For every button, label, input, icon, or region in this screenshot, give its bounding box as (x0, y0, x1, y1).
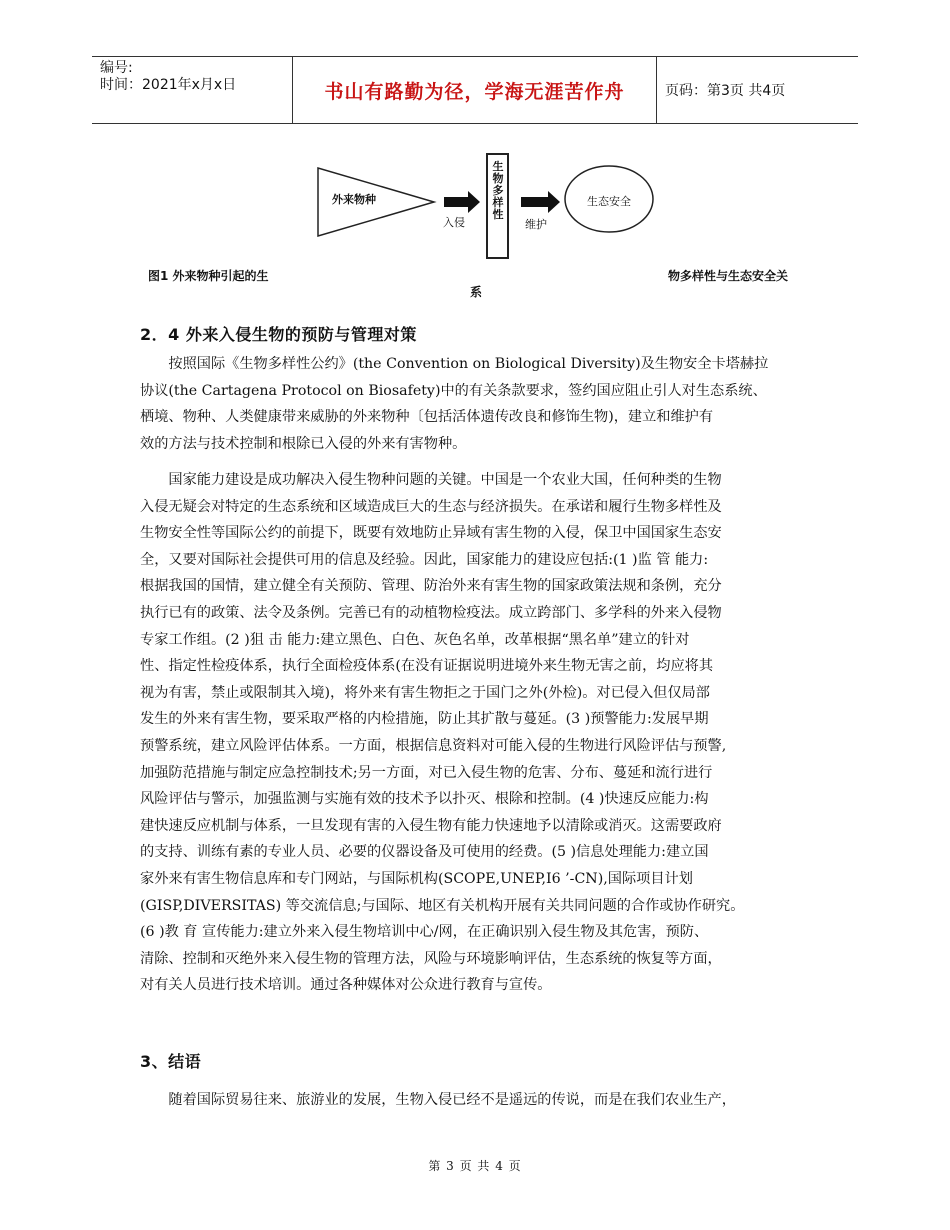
biodiversity-char: 性 (492, 208, 504, 221)
text-line: 全，又要对国际社会提供可用的信息及经验。因此，国家能力的建设应包括:(1 )监 管 能力: (140, 551, 709, 568)
section-2-4-paragraph-2 (140, 467, 810, 999)
text-line: (GISP,DIVERSITAS) 等交流信息;与国际、地区有关机构开展有关共同问题的合作或协作研究。 (140, 897, 745, 914)
text-line: 性、指定性检疫体系，执行全面检疫体系(在没有证据说明进境外来生物无害之前，均应将其 (140, 658, 714, 675)
maintain-arrow (521, 191, 560, 213)
figure-caption-part3: 系 (470, 285, 483, 299)
figure-invade-label: 入侵 (443, 216, 465, 229)
text-line: 专家工作组。(2 )狙 击 能力:建立黑色、白色、灰色名单，改革根据“黑名单”建立的针对 (140, 631, 690, 648)
text-line: 发生的外来有害生物，要采取严格的内检措施，防止其扩散与蔓延。(3 )预警能力:发展早期 (140, 711, 709, 728)
page-footer: 第 3 页 共 4 页 (428, 1159, 522, 1173)
text-line: 家外来有害生物信息库和专门网站，与国际机构(SCOPE,UNEP,I6 ’-CN),国际项目计划 (140, 870, 693, 887)
biodiversity-char: 生 (492, 160, 504, 173)
text-line: 入侵无疑会对特定的生态系统和区域造成巨大的生态与经济损失。在承诺和履行生物多样性及 (140, 498, 722, 515)
figure-1-diagram (312, 148, 657, 268)
biodiversity-char: 多 (492, 184, 504, 197)
figure-biodiversity-label (492, 161, 504, 221)
text-line: 协议(the Cartagena Protocol on Biosafety)中的有关条款要求，签约国应阻止引人对生态系统、 (140, 382, 767, 399)
text-line: 按照国际《生物多样性公约》(the Convention on Biological Diversity)及生物安全卡塔赫拉 (140, 356, 769, 372)
header-left-cell (92, 57, 292, 123)
text-line: 执行已有的政策、法令及条例。完善已有的动植物检疫法。成立跨部门、多学科的外来入侵物 (140, 604, 722, 621)
text-line: 国家能力建设是成功解决入侵生物种问题的关键。中国是一个农业大国，任何种类的生物 (140, 472, 722, 488)
section-2-4-paragraph-1 (140, 351, 810, 457)
text-line: 根据我国的国情，建立健全有关预防、管理、防治外来有害生物的国家政策法规和条例，充分 (140, 578, 722, 595)
text-line: 预警系统，建立风险评估体系。一方面，根据信息资料对可能入侵的生物进行风险评估与预警, (140, 737, 727, 754)
header-motto: 书山有路勤为径，学海无涯苦作舟 (292, 57, 657, 123)
biodiversity-char: 物 (492, 172, 504, 185)
text-line: 视为有害，禁止或限制其入境)，将外来有害生物拒之于国门之外(外检)。对已侵入但仅局部 (140, 684, 710, 701)
figure-caption-part2: 物多样性与生态安全关 (668, 269, 789, 283)
biodiversity-char: 样 (492, 196, 504, 209)
figure-species-label: 外来物种 (332, 193, 376, 206)
text-line: 随着国际贸易往来、旅游业的发展，生物入侵已经不是遥远的传说，而是在我们农业生产， (140, 1092, 736, 1108)
document-time-label: 时间：2021年x月x日 (100, 77, 237, 93)
section-2-4-title: 2．4 外来入侵生物的预防与管理对策 (140, 325, 417, 344)
figure-maintain-label: 维护 (525, 218, 547, 231)
text-line: 的支持、训练有素的专业人员、必要的仪器设备及可使用的经费。(5 )信息处理能力:建立国 (140, 844, 709, 861)
page-header (92, 56, 858, 124)
text-line: (6 )教 育 宣传能力:建立外来入侵生物培训中心/网，在正确识别入侵生物及其危害，预防、 (140, 924, 709, 941)
text-line: 清除、控制和灭绝外来入侵生物的管理方法，风险与环境影响评估，生态系统的恢复等方面， (140, 950, 722, 967)
header-page-info: 页码：第3页 共4页 (665, 83, 786, 99)
section-3-paragraph (140, 1087, 810, 1114)
section-3-title: 3、结语 (140, 1052, 202, 1071)
text-line: 风险评估与警示，加强监测与实施有效的技术予以扑灭、根除和控制。(4 )快速反应能力:构 (140, 791, 709, 808)
text-line: 对有关人员进行技术培训。通过各种媒体对公众进行教育与宣传。 (140, 977, 552, 994)
figure-caption-part1: 图1 外来物种引起的生 (148, 269, 269, 283)
text-line: 栖境、物种、人类健康带来威胁的外来物种〔包括活体遗传改良和修饰生物)，建立和维护有 (140, 409, 714, 426)
text-line: 生物安全性等国际公约的前提下，既要有效地防止异域有害生物的入侵，保卫中国国家生态安 (140, 525, 722, 542)
document-number-label: 编号: (100, 60, 133, 76)
text-line: 效的方法与技术控制和根除已入侵的外来有害物种。 (140, 435, 467, 452)
text-line: 加强防范措施与制定应急控制技术;另一方面，对已入侵生物的危害、分布、蔓延和流行进行 (140, 764, 713, 781)
invade-arrow (444, 191, 480, 213)
figure-eco-safety-label: 生态安全 (587, 195, 631, 208)
text-line: 建快速反应机制与体系，一旦发现有害的入侵生物有能力快速地予以清除或消灭。这需要政府 (140, 817, 722, 834)
